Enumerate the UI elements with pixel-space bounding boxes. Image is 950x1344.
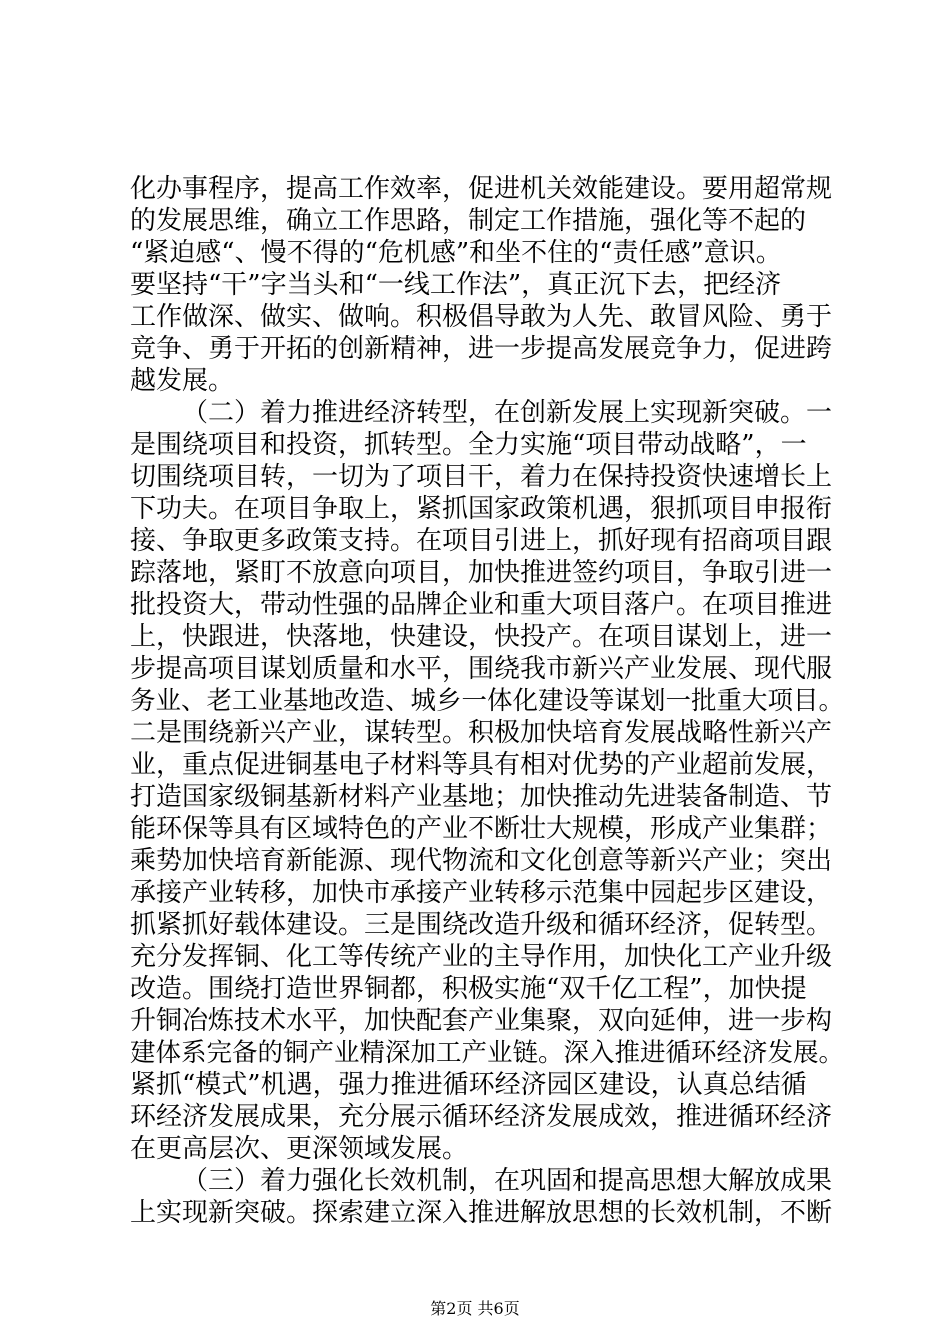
text-line: 能环保等具有区域特色的产业不断壮大规模，形成产业集群； [130, 814, 833, 844]
text-line: 乘势加快培育新能源、现代物流和文化创意等新兴产业；突出 [130, 846, 833, 876]
text-line: 建体系完备的铜产业精深加工产业链。深入推进循环经济发展。 [130, 1038, 845, 1068]
paragraph-start-line: （三）着力强化长效机制，在巩固和提高思想大解放成果 [182, 1166, 833, 1196]
text-line: 上，快跟进，快落地，快建设，快投产。在项目谋划上，进一 [130, 622, 833, 652]
text-line: 上实现新突破。探索建立深入推进解放思想的长效机制，不断 [130, 1198, 833, 1228]
text-line: 切围绕项目转，一切为了项目干，着力在保持投资快速增长上 [130, 462, 833, 492]
text-line: 接、争取更多政策支持。在项目引进上，抓好现有招商项目跟 [130, 526, 833, 556]
text-line: 二是围绕新兴产业，谋转型。积极加快培育发展战略性新兴产 [130, 718, 833, 748]
text-line: 越发展。 [130, 366, 235, 396]
text-line: 升铜冶炼技术水平，加快配套产业集聚，双向延伸，进一步构 [130, 1006, 833, 1036]
text-line: 下功夫。在项目争取上，紧抓国家政策机遇，狠抓项目申报衔 [130, 494, 833, 524]
text-line: 步提高项目谋划质量和水平，围绕我市新兴产业发展、现代服 [130, 654, 833, 684]
text-line: 竞争、勇于开拓的创新精神，进一步提高发展竞争力，促进跨 [130, 334, 833, 364]
page-number-footer: 第2页 共6页 [430, 1299, 520, 1318]
text-line: 化办事程序，提高工作效率，促进机关效能建设。要用超常规 [130, 174, 833, 204]
text-line: 紧抓“模式”机遇，强力推进循环经济园区建设，认真总结循 [130, 1070, 807, 1100]
text-line: 在更高层次、更深领域发展。 [130, 1134, 469, 1164]
paragraph-start-line: （二）着力推进经济转型，在创新发展上实现新突破。一 [182, 398, 833, 428]
text-line: “紧迫感“、慢不得的“危机感”和坐不住的“责任感”意识。 [130, 238, 782, 268]
document-body [130, 173, 850, 1229]
text-line: 要坚持“干”字当头和“一线工作法”，真正沉下去，把经济 [130, 270, 782, 300]
text-line: 打造国家级铜基新材料产业基地；加快推动先进装备制造、节 [130, 782, 833, 812]
text-line: 批投资大，带动性强的品牌企业和重大项目落户。在项目推进 [130, 590, 833, 620]
text-line: 充分发挥铜、化工等传统产业的主导作用，加快化工产业升级 [130, 942, 833, 972]
text-line: 环经济发展成果，充分展示循环经济发展成效，推进循环经济 [130, 1102, 833, 1132]
text-line: 的发展思维，确立工作思路，制定工作措施，强化等不起的 [130, 206, 807, 236]
text-line: 是围绕项目和投资，抓转型。全力实施“项目带动战略”，一 [130, 430, 807, 460]
text-line: 务业、老工业基地改造、城乡一体化建设等谋划一批重大项目。 [130, 686, 845, 716]
text-line: 工作做深、做实、做响。积极倡导敢为人先、敢冒风险、勇于 [130, 302, 833, 332]
text-line: 承接产业转移，加快市承接产业转移示范集中园起步区建设， [130, 878, 833, 908]
text-line: 抓紧抓好载体建设。三是围绕改造升级和循环经济，促转型。 [130, 910, 833, 940]
text-line: 踪落地，紧盯不放意向项目，加快推进签约项目，争取引进一 [130, 558, 833, 588]
text-line: 改造。围绕打造世界铜都，积极实施“双千亿工程”，加快提 [130, 974, 807, 1004]
text-line: 业，重点促进铜基电子材料等具有相对优势的产业超前发展， [130, 750, 833, 780]
